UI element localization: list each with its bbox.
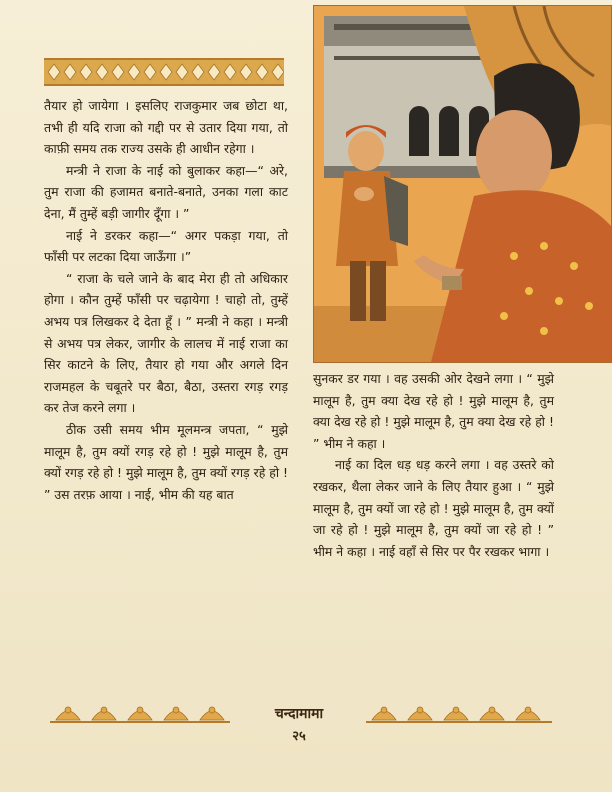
paragraph: नाई का दिल धड़ धड़ करने लगा । वह उस्तरे को रखकर, थैला लेकर जाने के लिए तैयार हुआ । “ मुझे मालूम है, तुम क्यों जा रहे हो ! मुझे मालूम है, तुम क्यों जा रहे हो ! मुझे मालूम है, तुम क्यों जा रहे हो ! ” भीम ने कहा । नाई वहाँ से सिर पर पैर रखकर भागा । [313, 457, 554, 559]
paragraph: नाई ने डरकर कहा—“ अगर पकड़ा गया, तो फाँसी पर लटका दिया जाऊँगा ।” [44, 227, 288, 265]
paragraph: सुनकर डर गया । वह उसकी ओर देखने लगा । “ मुझे मालूम है, तुम क्या देख रहे हो ! मुझे मालूम है, तुम क्या देख रहे हो ! मुझे मालूम है, तुम क्या देख रहे हो ! ” भीम ने कहा । [313, 371, 554, 451]
right-column [313, 368, 554, 562]
header-ornament [44, 58, 284, 86]
paragraph: “ राजा के चले जाने के बाद मेरा ही तो अधिकार होगा । कौन तुम्हें फाँसी पर चढ़ायेगा ! चाहो तो, तुम्हें अभय पत्र लिखकर दे देता हूँ । ” मन्त्री ने कहा । मन्त्री से अभय पत्र लेकर, जागीर के लालच में नाई राजा का सिर काटने के लिए, तैयार हो गया और अगले दिन राजमहल के चबूतरे पर बैठा, बैठा, उस्तरा रगड़ रगड़ कर तेज करने लगा । [44, 270, 288, 416]
magazine-title: चन्दामामा [274, 706, 324, 722]
left-column [44, 95, 288, 505]
page-number: २५ [292, 729, 306, 744]
paragraph: तैयार हो जायेगा । इसलिए राजकुमार जब छोटा था, तभी ही यदि राजा को गद्दी पर से उतार दिया गया, तो काफ़ी समय तक राज्य उसके ही आधीन रहेगा । [44, 98, 288, 157]
paragraph: ठीक उसी समय भीम मूलमन्त्र जपता, “ मुझे मालूम है, तुम क्यों रगड़ रहे हो ! मुझे मालूम है, तुम क्यों रगड़ रहे हो ! मुझे मालूम है, तुम क्यों रगड़ रहे हो ! ” उस तरफ़ आया । नाई, भीम की यह बात [44, 421, 288, 502]
paragraph: मन्त्री ने राजा के नाई को बुलाकर कहा—“ अरे, तुम राजा की हजामत बनाते-बनाते, उनका गला काट देना, मैं तुम्हें बड़ी जागीर दूँगा । ” [44, 162, 288, 221]
story-illustration [313, 5, 612, 363]
footer-ornament-left [50, 702, 230, 724]
footer-ornament-right [366, 702, 552, 724]
